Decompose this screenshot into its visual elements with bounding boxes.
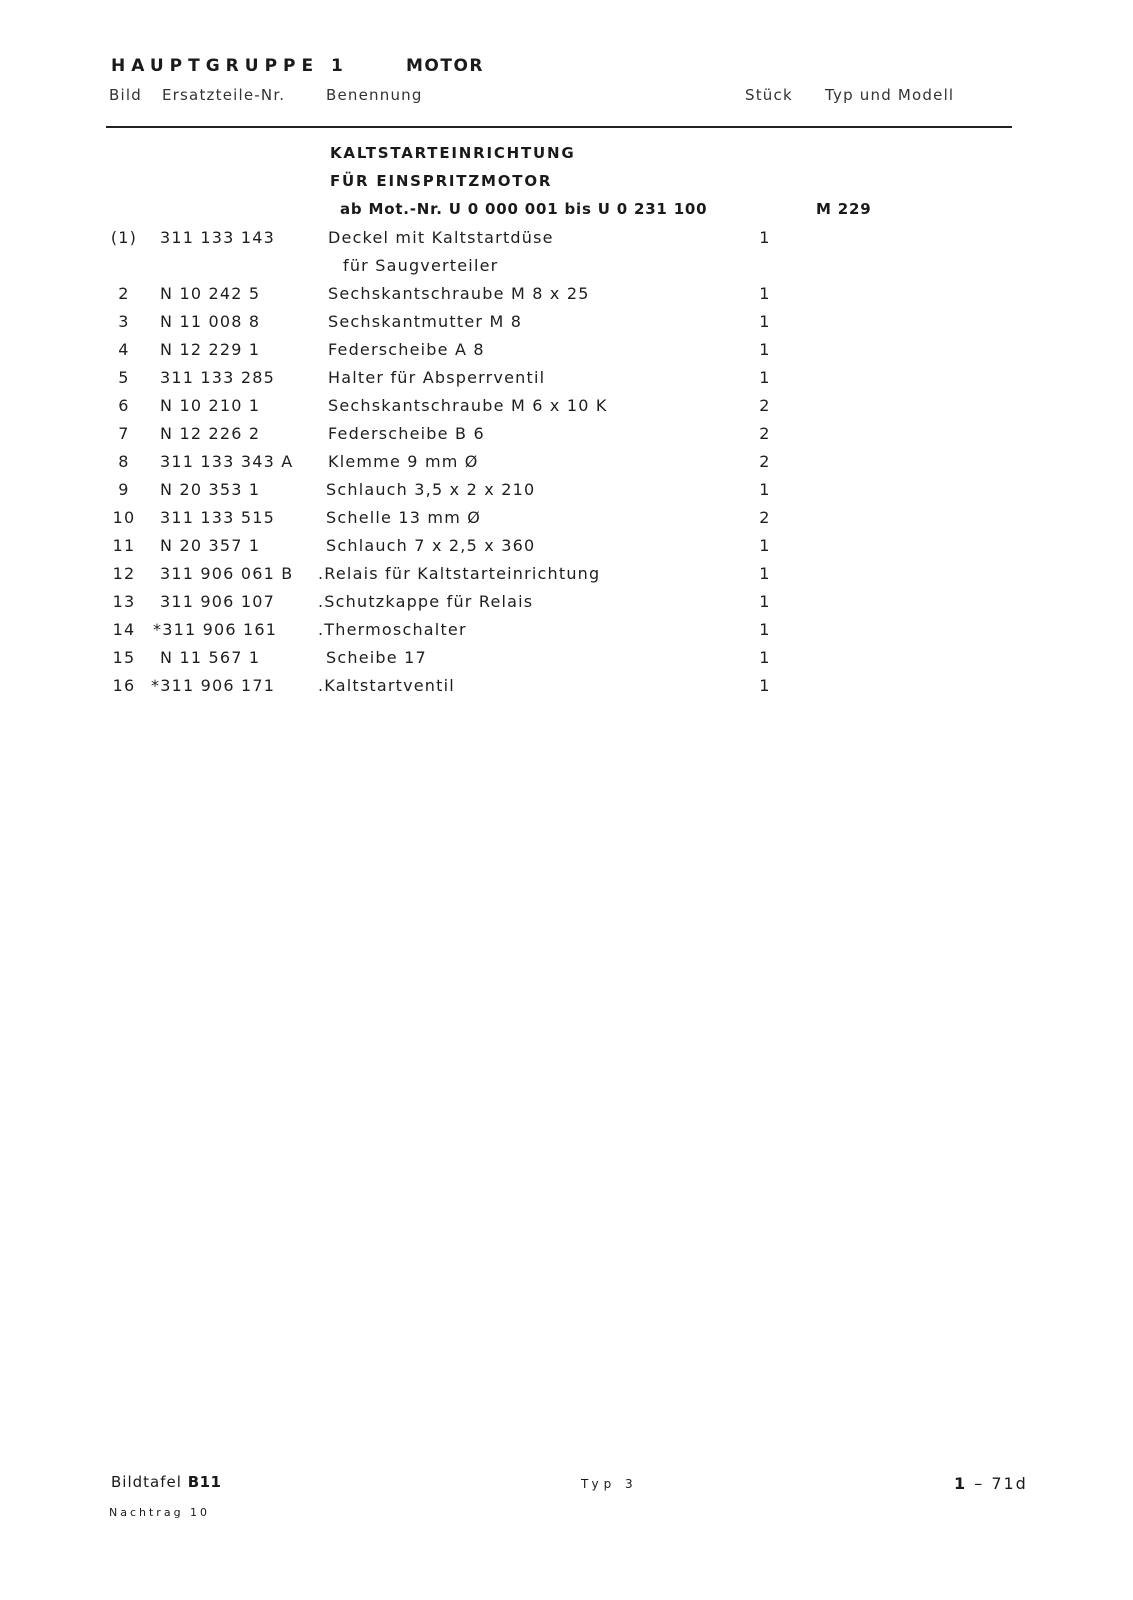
row-part-number: N 10 210 1 (160, 396, 261, 415)
row-bild: 12 (112, 564, 136, 583)
row-part-number: N 11 567 1 (160, 648, 261, 667)
column-header-bild: Bild (109, 86, 142, 104)
row-quantity: 1 (759, 536, 771, 555)
row-description-continued: für Saugverteiler (343, 256, 499, 275)
row-quantity: 1 (759, 312, 771, 331)
footer-plate-id: B11 (187, 1473, 222, 1491)
main-group-name: MOTOR (406, 56, 485, 76)
row-part-number: N 12 226 2 (160, 424, 261, 443)
row-part-number: 311 133 515 (160, 508, 275, 527)
row-description: .Schutzkappe für Relais (318, 592, 534, 611)
row-description: Halter für Absperrventil (328, 368, 546, 387)
section-subtitle: FÜR EINSPRITZMOTOR (330, 172, 553, 190)
footer-page-number (954, 1474, 1028, 1493)
row-bild: (1) (110, 228, 138, 247)
row-description: Klemme 9 mm Ø (328, 452, 479, 471)
section-model: M 229 (816, 200, 872, 218)
row-quantity: 1 (759, 564, 771, 583)
row-bild: 3 (118, 312, 130, 331)
row-part-number: N 12 229 1 (160, 340, 261, 359)
row-quantity: 1 (759, 228, 771, 247)
row-description: Scheibe 17 (326, 648, 427, 667)
row-description: Sechskantschraube M 6 x 10 K (328, 396, 608, 415)
row-bild: 4 (118, 340, 130, 359)
row-part-number: 311 133 143 (160, 228, 275, 247)
footer-type: Typ 3 (581, 1477, 638, 1491)
row-description: Federscheibe B 6 (328, 424, 485, 443)
row-part-number: N 11 008 8 (160, 312, 261, 331)
row-part-number: *311 906 171 (151, 676, 276, 695)
row-quantity: 1 (759, 592, 771, 611)
row-bild: 5 (118, 368, 130, 387)
row-description: Federscheibe A 8 (328, 340, 485, 359)
footer-plate-label: Bildtafel (111, 1473, 182, 1491)
section-engine-range: ab Mot.-Nr. U 0 000 001 bis U 0 231 100 (340, 200, 708, 218)
row-bild: 10 (112, 508, 136, 527)
row-quantity: 1 (759, 340, 771, 359)
row-bild: 13 (112, 592, 136, 611)
row-quantity: 2 (759, 424, 771, 443)
row-description: Sechskantmutter M 8 (328, 312, 523, 331)
row-bild: 7 (118, 424, 130, 443)
row-bild: 15 (112, 648, 136, 667)
row-quantity: 1 (759, 368, 771, 387)
row-bild: 14 (112, 620, 136, 639)
row-quantity: 1 (759, 648, 771, 667)
row-bild: 16 (112, 676, 136, 695)
main-group-label: HAUPTGRUPPE 1 (111, 56, 349, 76)
row-part-number: 311 906 061 B (160, 564, 294, 583)
column-header-type-model: Typ und Modell (825, 86, 955, 104)
row-quantity: 2 (759, 508, 771, 527)
row-part-number: N 20 357 1 (160, 536, 261, 555)
header-divider (106, 126, 1012, 128)
row-bild: 9 (118, 480, 130, 499)
row-bild: 2 (118, 284, 130, 303)
row-description: Schlauch 3,5 x 2 x 210 (326, 480, 536, 499)
section-title: KALTSTARTEINRICHTUNG (330, 144, 576, 162)
row-description: Sechskantschraube M 8 x 25 (328, 284, 590, 303)
row-bild: 11 (112, 536, 136, 555)
column-header-description: Benennung (326, 86, 423, 104)
column-header-part-number: Ersatzteile-Nr. (162, 86, 286, 104)
row-part-number: 311 133 285 (160, 368, 275, 387)
row-description: Schlauch 7 x 2,5 x 360 (326, 536, 536, 555)
row-part-number: N 10 242 5 (160, 284, 261, 303)
row-quantity: 1 (759, 676, 771, 695)
row-description: .Relais für Kaltstarteinrichtung (318, 564, 601, 583)
row-part-number: N 20 353 1 (160, 480, 261, 499)
footer-supplement: Nachtrag 10 (109, 1506, 211, 1519)
row-quantity: 1 (759, 480, 771, 499)
row-description: Schelle 13 mm Ø (326, 508, 482, 527)
row-part-number: 311 133 343 A (160, 452, 294, 471)
row-part-number: 311 906 107 (160, 592, 275, 611)
footer-page-group: 1 (954, 1474, 968, 1493)
row-quantity: 2 (759, 396, 771, 415)
row-bild: 6 (118, 396, 130, 415)
row-quantity: 2 (759, 452, 771, 471)
footer-plate (111, 1473, 222, 1491)
column-header-quantity: Stück (745, 86, 793, 104)
row-bild: 8 (118, 452, 130, 471)
footer-page-rest: – 71d (974, 1474, 1028, 1493)
row-description: Deckel mit Kaltstartdüse (328, 228, 554, 247)
row-quantity: 1 (759, 284, 771, 303)
row-description: .Thermoschalter (318, 620, 467, 639)
row-description: .Kaltstartventil (318, 676, 455, 695)
row-part-number: *311 906 161 (153, 620, 278, 639)
row-quantity: 1 (759, 620, 771, 639)
